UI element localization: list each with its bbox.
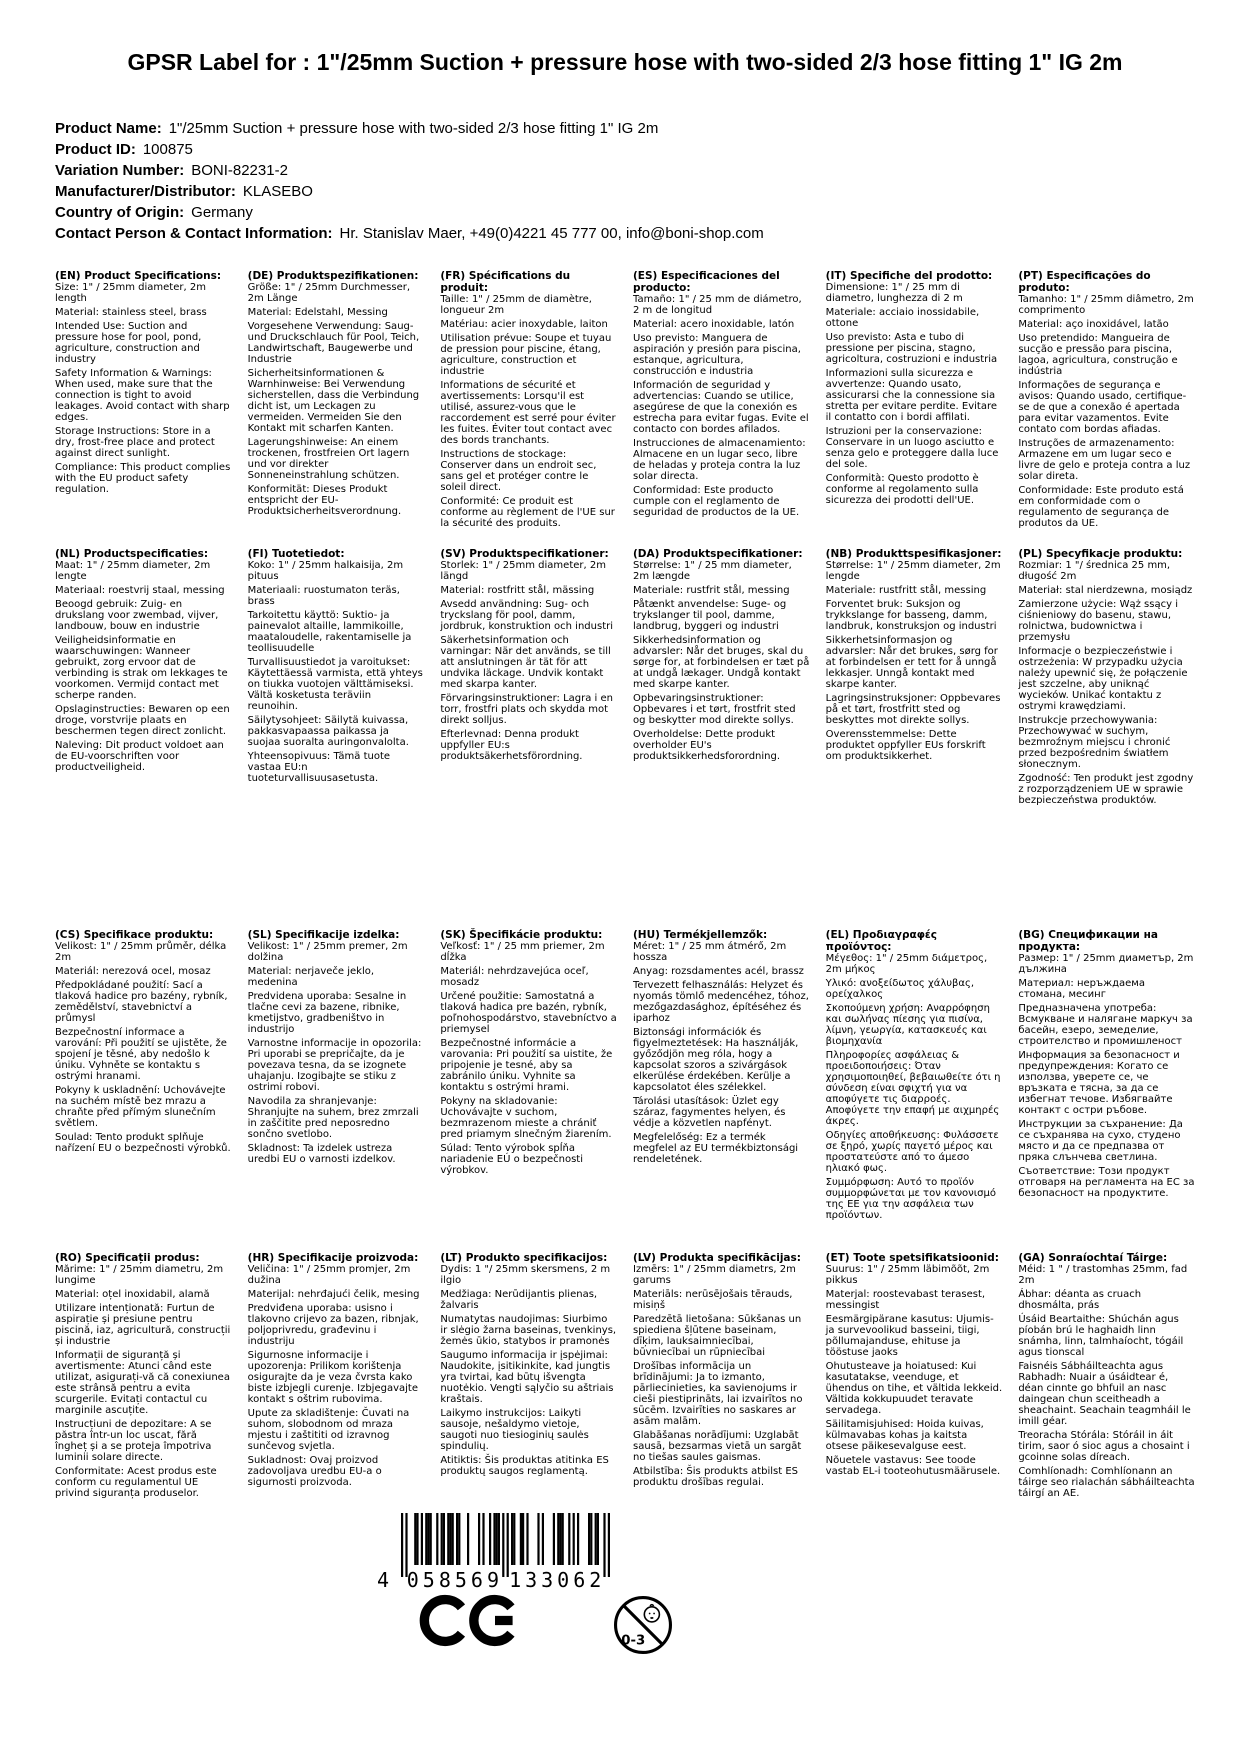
lang-paragraph: Säkerhetsinformation och varningar: När det används, se till att anslutningen är tät för att undvika läckage. Undvik kontakt med skarpa kanter.	[440, 635, 611, 691]
lang-header-sl: (SL) Specifikacije izdelka:	[247, 929, 400, 942]
product-info-value: 1"/25mm Suction + pressure hose with two-sided 2/3 hose fitting 1" IG 2m	[168, 120, 659, 138]
lang-paragraph: Pokyny na skladovanie: Uchovávajte v suchom, bezmrazenom mieste a chrániť pred priamym slnečným žiarením.	[440, 1096, 612, 1141]
lang-paragraph: Sikkerhedsinformation og advarsler: Når det bruges, skal du sørge for, at forbindelsen er tæt på at undgå lækager. Undgå kontakt med skarpe kanter.	[633, 635, 810, 691]
lang-paragraph: Påtænkt anvendelse: Suge- og trykslanger til pool, damme, landbrug, byggeri og industri	[633, 599, 787, 633]
lang-paragraph: Lagerungshinweise: An einem trockenen, frostfreien Ort lagern und vor direkter Sonneneinstrahlung schützen.	[247, 437, 410, 482]
lang-paragraph: Conformità: Questo prodotto è conforme al regolamento sulla sicurezza dei prodotti dell'UE.	[825, 473, 979, 507]
lang-paragraph: Instruções de armazenamento: Armazene em um lugar seco e livre de gelo e proteja contra a luz solar direta.	[1018, 438, 1191, 483]
product-info-row	[55, 223, 1195, 244]
lang-paragraph: Yhteensopivuus: Tämä tuote vastaa EU:n tuoteturvallisuusasetusta.	[247, 751, 391, 785]
compliance-marks-row	[418, 1593, 1195, 1657]
lang-paragraph: Materijal: nehrđajući čelik, mesing	[247, 1289, 420, 1301]
lang-paragraph: Material: oțel inoxidabil, alamă	[55, 1289, 210, 1301]
lang-paragraph: Veličina: 1" / 25mm promjer, 2m dužina	[247, 1264, 411, 1287]
lang-paragraph: Instrucțiuni de depozitare: A se păstra într-un loc uscat, fără îngheț și a se proteja împotriva luminii solare directe.	[55, 1419, 212, 1464]
product-info-row	[55, 181, 1195, 202]
lang-paragraph: Storlek: 1" / 25mm diameter, 2m längd	[440, 560, 606, 583]
lang-block-es	[633, 270, 810, 548]
lang-paragraph: Πληροφορίες ασφάλειας & προειδοποιήσεις: Όταν χρησιμοποιηθεί, βεβαιωθείτε ότι η σύνδεση είναι σφιχτή για να αποφύγετε τις διαρροές. Αποφύγετε την επαφή με αιχμηρές άκρες.	[825, 1050, 1001, 1128]
barcode	[373, 1513, 1195, 1591]
lang-block-lv	[633, 1252, 810, 1499]
lang-paragraph: Informacje o bezpieczeństwie i ostrzeżenia: W przypadku użycia należy upewnić się, że połączenie jest szczelne, aby uniknąć wycieków. Unikać kontaktu z ostrymi krawędziami.	[1018, 646, 1188, 713]
lang-paragraph: Velikost: 1" / 25mm průměr, délka 2m	[55, 941, 227, 964]
product-info-row	[55, 118, 1195, 139]
lang-paragraph: Maat: 1" / 25mm diameter, 2m lengte	[55, 560, 211, 583]
lang-paragraph: Overholdelse: Dette produkt overholder EU's produktsikkerhedsforordning.	[633, 729, 781, 763]
lang-paragraph: Navodila za shranjevanje: Shranjujte na suhem, brez zmrzali in zaščitite pred neposredno sončno svetlobo.	[247, 1096, 419, 1141]
lang-paragraph: Säilitamisjuhised: Hoida kuivas, külmavabas kohas ja kaitsta otsese päikesevalguse eest.	[825, 1419, 984, 1453]
ean13-barcode-icon	[373, 1513, 613, 1591]
lang-block-it	[826, 270, 1003, 548]
lang-paragraph: Materiale: rustfrit stål, messing	[633, 585, 790, 597]
lang-paragraph: Material: acero inoxidable, latón	[633, 319, 795, 331]
lang-paragraph: Sikkerhetsinformasjon og advarsler: Når det brukes, sørg for at forbindelsen er tett for å unngå lekkasjer. Unngå kontakt med skarpe kanter.	[825, 635, 998, 691]
lang-paragraph: Predviđena uporaba: usisno i tlakovno crijevo za bazen, ribnjak, poljoprivredu, građevinu i industriju	[247, 1303, 419, 1348]
lang-header-el: (EL) Προδιαγραφές προϊόντος:	[825, 929, 937, 954]
lang-paragraph: Size: 1" / 25mm diameter, 2m length	[55, 282, 206, 305]
lang-paragraph: Izmērs: 1" / 25mm diametrs, 2m garums	[633, 1264, 796, 1287]
lang-paragraph: Material: Edelstahl, Messing	[247, 307, 388, 319]
lang-paragraph: Sukladnost: Ovaj proizvod zadovoljava uredbu EU-a o sigurnosti proizvoda.	[247, 1455, 382, 1489]
lang-paragraph: Sigurnosne informacije i upozorenja: Prilikom korištenja osigurajte da je veza čvrsta kako biste izbjegli curenje. Izbjegavajte kontakt s oštrim rubovima.	[247, 1350, 418, 1406]
product-info-value: 100875	[142, 141, 193, 159]
lang-paragraph: Uso pretendido: Mangueira de sucção e pressão para piscina, lagoa, agricultura, construção e indústria	[1018, 333, 1178, 378]
lang-paragraph: Dimensione: 1" / 25 mm di diametro, lunghezza di 2 m	[825, 282, 963, 305]
lang-paragraph: Medžiaga: Nerūdijantis plienas, žalvaris	[440, 1289, 598, 1312]
lang-block-et	[826, 1252, 1003, 1499]
lang-block-sv	[440, 548, 617, 929]
lang-paragraph: Numatytas naudojimas: Siurbimo ir slėgio žarna baseinas, tvenkinys, žemės ūkio, statybos ir pramonės	[440, 1314, 617, 1348]
lang-paragraph: Utilisation prévue: Soupe et tuyau de pression pour piscine, étang, agriculture, construction et industrie	[440, 333, 612, 378]
lang-paragraph: Drošības informācija un brīdinājumi: Ja to izmanto, pārliecinieties, ka savienojums ir cieši piestiprināts, lai izvairītos no sūcēm. Izvairīties no saskares ar asām malām.	[633, 1361, 803, 1428]
lang-header-en: (EN) Product Specifications:	[55, 270, 222, 283]
lang-header-sv: (SV) Produktspecifikationer:	[440, 548, 609, 561]
lang-paragraph: Información de seguridad y advertencias: Cuando se utilice, asegúrese de que la conexión es estrecha para evitar fugas. Evite el contacto con bordes afilados.	[633, 380, 809, 436]
lang-header-es: (ES) Especificaciones del producto:	[633, 270, 780, 295]
lang-paragraph: Tervezett felhasználás: Helyzet és nyomás tömlő medencéhez, tóhoz, mezőgazdasághoz, építéséhez és iparhoz	[633, 980, 809, 1025]
lang-paragraph: Zgodność: Ten produkt jest zgodny z rozporządzeniem UE w sprawie bezpieczeństwa produktów.	[1018, 773, 1194, 807]
lang-paragraph: Předpokládané použití: Sací a tlaková hadice pro bazény, rybník, zemědělství, stavebnictví a průmysl	[55, 980, 228, 1025]
lang-block-en	[55, 270, 232, 548]
lang-paragraph: Treoracha Stórála: Stóráil in áit tirim, saor ó sioc agus a chosaint i gcoinne solas díreach.	[1018, 1430, 1190, 1464]
lang-paragraph: Istruzioni per la conservazione: Conservare in un luogo asciutto e senza gelo e proteggere dalla luce del sole.	[825, 426, 999, 471]
lang-block-el	[826, 929, 1003, 1252]
lang-block-ro	[55, 1252, 232, 1499]
lang-paragraph: Mărime: 1" / 25mm diametru, 2m lungime	[55, 1264, 224, 1287]
lang-paragraph: Veiligheidsinformatie en waarschuwingen: Wanneer gebruikt, zorg ervoor dat de verbinding is strak om lekkages te voorkomen. Vermijd contact met scherpe randen.	[55, 635, 228, 702]
label-footer	[55, 1513, 1195, 1657]
product-info-value: Hr. Stanislav Maer, +49(0)4221 45 777 00, info@boni-shop.com	[339, 225, 764, 243]
lang-paragraph: Úsáid Beartaithe: Shúchán agus píobán brú le haghaidh linn snámha, linn, talmhaíocht, tógáil agus tionscal	[1018, 1314, 1184, 1359]
lang-paragraph: Material: aço inoxidável, latão	[1018, 319, 1169, 331]
lang-paragraph: Størrelse: 1" / 25mm diameter, 2m lengde	[825, 560, 1001, 583]
lang-paragraph: Conformidade: Este produto está em conformidade com o regulamento de segurança de produtos da UE.	[1018, 485, 1184, 530]
lang-paragraph: Taille: 1" / 25mm de diamètre, longueur 2m	[440, 294, 592, 317]
product-info-row	[55, 202, 1195, 223]
lang-paragraph: Lagringsinstruksjoner: Oppbevares på et tørt, frostfritt sted og beskyttes mot direkte sollys.	[825, 693, 1001, 727]
lang-header-it: (IT) Specifiche del prodotto:	[825, 270, 993, 283]
product-info-label: Variation Number:	[55, 162, 185, 180]
lang-paragraph: Säilytysohjeet: Säilytä kuivassa, pakkasvapaassa paikassa ja suojaa suoralta auringonvalolta.	[247, 715, 409, 749]
lang-paragraph: Conformitate: Acest produs este conform cu regulamentul UE privind siguranța produselor.	[55, 1466, 217, 1500]
lang-paragraph: Overensstemmelse: Dette produktet oppfyller EUs forskrift om produktsikkerhet.	[825, 729, 986, 763]
lang-paragraph: Megfelelőség: Ez a termék megfelel az EU termékbiztonsági rendeletének.	[633, 1132, 799, 1166]
lang-paragraph: Konformität: Dieses Produkt entspricht der EU-Produktsicherheitsverordnung.	[247, 484, 402, 518]
lang-block-sl	[248, 929, 425, 1252]
lang-paragraph: Инструкции за съхранение: Да се съхранява на сухо, студено място и да се предпазва от пряка слънчева светлина.	[1018, 1119, 1183, 1164]
lang-paragraph: Soulad: Tento produkt splňuje nařízení EU o bezpečnosti výrobků.	[55, 1132, 231, 1155]
lang-paragraph: Predvidena uporaba: Sesalne in tlačne cevi za bazene, ribnike, kmetijstvo, gradbeništvo in industrijo	[247, 991, 407, 1036]
lang-paragraph: Tamaño: 1" / 25 mm de diámetro, 2 m de longitud	[633, 294, 802, 317]
lang-paragraph: Informações de segurança e avisos: Quando usado, certifique-se de que a conexão é apertada para evitar vazamentos. Evite contato com bordas afiadas.	[1018, 380, 1187, 436]
lang-paragraph: Naleving: Dit product voldoet aan de EU-voorschriften voor productveiligheid.	[55, 740, 224, 774]
product-info-label: Manufacturer/Distributor:	[55, 183, 236, 201]
lang-paragraph: Materiał: stal nierdzewna, mosiądz	[1018, 585, 1193, 597]
lang-paragraph: Tárolási utasítások: Üzlet egy száraz, fagymentes helyen, és védje a közvetlen napfényt.	[633, 1096, 786, 1130]
product-info-value: BONI-82231-2	[191, 162, 288, 180]
lang-header-cs: (CS) Specifikace produktu:	[55, 929, 214, 942]
lang-paragraph: Materiāls: nerūsējošais tērauds, misiņš	[633, 1289, 793, 1312]
lang-paragraph: Rozmiar: 1 "/ średnica 25 mm, długość 2m	[1018, 560, 1171, 583]
barcode-digits-right: 133062	[509, 1568, 606, 1592]
lang-header-da: (DA) Produktspecifikationer:	[633, 548, 803, 561]
lang-paragraph: Faisnéis Sábháilteachta agus Rabhadh: Nuair a úsáidtear é, déan cinnte go bhfuil an nasc daingean chun sceitheadh a sheachaint. Seachain teagmháil le imill géar.	[1018, 1361, 1191, 1428]
lang-paragraph: Avsedd användning: Sug- och tryckslang för pool, damm, jordbruk, konstruktion och industri	[440, 599, 614, 633]
language-specifications-grid	[55, 270, 1195, 1499]
lang-paragraph: Skladnost: Ta izdelek ustreza uredbi EU o varnosti izdelkov.	[247, 1143, 396, 1166]
product-info-row	[55, 160, 1195, 181]
lang-header-hu: (HU) Termékjellemzők:	[633, 929, 768, 942]
lang-paragraph: Vorgesehene Verwendung: Saug- und Druckschlauch für Pool, Teich, Landwirtschaft, Baugewerbe und Industrie	[247, 321, 420, 366]
lang-header-pl: (PL) Specyfikacje produktu:	[1018, 548, 1183, 561]
lang-header-fr: (FR) Spécifications du produit:	[440, 270, 571, 295]
barcode-digit-first: 4	[376, 1568, 394, 1592]
lang-paragraph: Matériau: acier inoxydable, laiton	[440, 319, 608, 331]
lang-paragraph: Atbilstība: Šis produkts atbilst ES produktu drošības regulai.	[633, 1466, 799, 1489]
lang-paragraph: Laikymo instrukcijos: Laikyti sausoje, nešaldymo vietoje, saugoti nuo tiesioginių saulės spindulių.	[440, 1408, 589, 1453]
lang-paragraph: Uso previsto: Manguera de aspiración y presión para piscina, estanque, agricultura, construcción e industria	[633, 333, 801, 378]
lang-paragraph: Eesmärgipärane kasutus: Ujumis- ja survevoolikud basseini, tiigi, põllumajanduse, ehituse ja tööstuse jaoks	[825, 1314, 994, 1359]
lang-header-et: (ET) Toote spetsifikatsioonid:	[825, 1252, 999, 1265]
lang-paragraph: Bezpečnostné informácie a varovania: Pri použití sa uistite, že pripojenie je tesné, aby sa zabránilo úniku. Vyhnite sa kontaktu s ostrými hrami.	[440, 1038, 613, 1094]
lang-paragraph: Conformité: Ce produit est conforme au règlement de l'UE sur la sécurité des produits.	[440, 496, 615, 530]
lang-block-pt	[1018, 270, 1195, 548]
lang-paragraph: Materiál: nerezová ocel, mosaz	[55, 966, 211, 978]
lang-paragraph: Conformidad: Este producto cumple con el reglamento de seguridad de productos de la UE.	[633, 485, 800, 519]
lang-header-fi: (FI) Tuotetiedot:	[247, 548, 345, 561]
product-info-row	[55, 139, 1195, 160]
product-info-value: KLASEBO	[242, 183, 313, 201]
lang-block-da	[633, 548, 810, 929]
lang-block-de	[248, 270, 425, 548]
lang-paragraph: Размер: 1" / 25mm диаметър, 2m дължина	[1018, 953, 1194, 976]
lang-paragraph: Ábhar: déanta as cruach dhosmálta, prás	[1018, 1289, 1142, 1312]
lang-paragraph: Informații de siguranță și avertismente: Atunci când este utilizat, asigurați-vă că conexiunea este strânsă pentru a evita scurgerile. Evitați contactul cu marginile ascuțite.	[55, 1350, 230, 1417]
lang-paragraph: Súlad: Tento výrobok spĺňa nariadenie EÚ o bezpečnosti výrobkov.	[440, 1143, 583, 1177]
lang-paragraph: Nõuetele vastavus: See toode vastab EL-i tooteohutusmäärusele.	[825, 1455, 1001, 1478]
lang-paragraph: Anyag: rozsdamentes acél, brassz	[633, 966, 804, 978]
lang-paragraph: Suurus: 1" / 25mm läbimõõt, 2m pikkus	[825, 1264, 990, 1287]
lang-block-sk	[440, 929, 617, 1252]
lang-paragraph: Veľkosť: 1" / 25 mm priemer, 2m dĺžka	[440, 941, 605, 964]
lang-block-cs	[55, 929, 232, 1252]
lang-paragraph: Efterlevnad: Denna produkt uppfyller EU:s produktsäkerhetsförordning.	[440, 729, 583, 763]
lang-paragraph: Glabāšanas norādījumi: Uzglabāt sausā, bezsarmas vietā un sargāt no tiešas saules gaismas.	[633, 1430, 802, 1464]
lang-paragraph: Informazioni sulla sicurezza e avvertenze: Quando usato, assicurarsi che la connessione sia stretta per evitare perdite. Evitare il contatto con i bordi affilati.	[825, 368, 997, 424]
lang-paragraph: Größe: 1" / 25mm Durchmesser, 2m Länge	[247, 282, 411, 305]
lang-paragraph: Информация за безопасност и предупреждения: Когато се използва, уверете се, че връзката е тясна, за да се избегнат течове. Избягвайте контакт с остри ръбове.	[1018, 1050, 1180, 1117]
lang-block-pl	[1018, 548, 1195, 929]
lang-paragraph: Dydis: 1 "/ 25mm skersmens, 2 m ilgio	[440, 1264, 611, 1287]
lang-header-lv: (LV) Produkta specifikācijas:	[633, 1252, 801, 1265]
lang-paragraph: Turvallisuustiedot ja varoitukset: Käytettäessä varmista, että yhteys on tiukka vuotojen välttämiseksi. Vältä kosketusta teräviin reunoihin.	[247, 657, 423, 713]
lang-paragraph: Υλικό: ανοξείδωτος χάλυβας, ορείχαλκος	[825, 978, 975, 1001]
lang-paragraph: Velikost: 1" / 25mm premer, 2m dolžina	[247, 941, 408, 964]
product-info-label: Country of Origin:	[55, 204, 185, 222]
lang-header-sk: (SK) Špecifikácie produktu:	[440, 929, 603, 942]
lang-paragraph: Οδηγίες αποθήκευσης: Φυλάσσετε σε ξηρό, χωρίς παγετό μέρος και προστατεύστε από το άμεσο ηλιακό φως.	[825, 1130, 999, 1175]
lang-paragraph: Ohutusteave ja hoiatused: Kui kasutatakse, veenduge, et ühendus on tihe, et vältida lekkeid. Vältida kokkupuudet teravate servadega.	[825, 1361, 1003, 1417]
lang-block-nb	[826, 548, 1003, 929]
lang-paragraph: Opbevaringsinstruktioner: Opbevares i et tørt, frostfrit sted og beskytter mod direkte sollys.	[633, 693, 796, 727]
lang-paragraph: Biztonsági információk és figyelmeztetések: Ha használják, győződjön meg róla, hogy a kapcsolat szoros a szivárgások elkerülése érdekében. Kerülje a kapcsolatot éles szélekkel.	[633, 1027, 799, 1094]
lang-paragraph: Varnostne informacije in opozorila: Pri uporabi se prepričajte, da je povezava tesna, da se izognete uhajanju. Izogibajte se stiku z ostrimi robovi.	[247, 1038, 422, 1094]
lang-paragraph: Koko: 1" / 25mm halkaisija, 2m pituus	[247, 560, 404, 583]
lang-block-fr	[440, 270, 617, 548]
age-warning-label: 0-3	[621, 1633, 646, 1649]
lang-paragraph: Saugumo informacija ir įspėjimai: Naudokite, įsitikinkite, kad jungtis yra tvirtai, kad būtų išvengta nuotėkio. Vengti sąlyčio su aštriais kraštais.	[440, 1350, 614, 1406]
ce-mark-icon	[418, 1593, 528, 1648]
lang-paragraph: Uso previsto: Asta e tubo di pressione per piscina, stagno, agricoltura, costruzioni e industria	[825, 332, 998, 366]
lang-paragraph: Sicherheitsinformationen & Warnhinweise: Bei Verwendung sicherstellen, dass die Verbindung dicht ist, um Leckagen zu vermeiden. Vermeiden Sie den Kontakt mit scharfen Kanten.	[247, 368, 420, 435]
lang-paragraph: Upute za skladištenje: Čuvati na suhom, slobodnom od mraza mjestu i zaštititi od izravnog sunčevog svjetla.	[247, 1408, 410, 1453]
product-info-label: Product Name:	[55, 120, 162, 138]
lang-paragraph: Zamierzone użycie: Wąż ssący i ciśnieniowy do basenu, stawu, rolnictwa, budownictwa i przemysłu	[1018, 599, 1178, 644]
lang-header-de: (DE) Produktspezifikationen:	[247, 270, 419, 283]
product-info-section	[55, 118, 1195, 244]
lang-paragraph: Pokyny k uskladnění: Uchovávejte na suchém místě bez mrazu a chraňte před přímým slunečním světlem.	[55, 1085, 226, 1130]
product-info-label: Contact Person & Contact Information:	[55, 225, 333, 243]
lang-header-nl: (NL) Productspecificaties:	[55, 548, 209, 561]
lang-paragraph: Opslaginstructies: Bewaren op een droge, vorstvrije plaats en beschermen tegen direct zonlicht.	[55, 704, 230, 738]
lang-paragraph: Tarkoitettu käyttö: Suktio- ja painevalot altaille, lammikoille, maataloudelle, rakentamiselle ja teollisuudelle	[247, 610, 412, 655]
lang-paragraph: Určené použitie: Samostatná a tlaková hadica pre bazén, rybník, poľnohospodárstvo, stavebníctvo a priemysel	[440, 991, 617, 1036]
lang-paragraph: Comhlíonadh: Comhlíonann an táirge seo rialachán sábháilteachta táirgí an AE.	[1018, 1466, 1195, 1500]
lang-header-ga: (GA) Sonraíochtaí Táirge:	[1018, 1252, 1168, 1265]
lang-paragraph: Safety Information & Warnings: When used, make sure that the connection is tight to avoid leakages. Avoid contact with sharp edges.	[55, 368, 230, 424]
lang-paragraph: Предназначена употреба: Всмукване и налягане маркуч за басейн, езеро, земеделие, строителство и промишленост	[1018, 1003, 1193, 1048]
barcode-digits-left: 058569	[406, 1568, 504, 1592]
lang-paragraph: Instrukcje przechowywania: Przechowywać w suchym, bezmroźnym miejscu i chronić przed bezpośrednim światłem słonecznym.	[1018, 715, 1171, 771]
lang-paragraph: Materiál: nehrdzavejúca oceľ, mosadz	[440, 966, 589, 989]
lang-paragraph: Informations de sécurité et avertissements: Lorsqu'il est utilisé, assurez-vous que le raccordement est serré pour éviter les fuites. Éviter tout contact avec des bords tranchants.	[440, 380, 616, 447]
lang-paragraph: Materiale: rustfritt stål, messing	[825, 585, 987, 597]
lang-block-hu	[633, 929, 810, 1252]
lang-paragraph: Størrelse: 1" / 25 mm diameter, 2m længde	[633, 560, 792, 583]
lang-paragraph: Materiaali: ruostumaton teräs, brass	[247, 585, 400, 608]
lang-paragraph: Bezpečnostní informace a varování: Při použití se ujistěte, že spojení je těsné, aby nedošlo k úniku. Vyhněte se kontaktu s ostrými hranami.	[55, 1027, 227, 1083]
lang-header-lt: (LT) Produkto specifikacijos:	[440, 1252, 608, 1265]
lang-paragraph: Materiaal: roestvrij staal, messing	[55, 585, 225, 597]
lang-header-bg: (BG) Спецификации на продукта:	[1018, 929, 1158, 954]
lang-paragraph: Material: nerjaveče jeklo, medenina	[247, 966, 375, 989]
lang-header-nb: (NB) Produkttspesifikasjoner:	[825, 548, 1002, 561]
lang-paragraph: Material: rostfritt stål, mässing	[440, 585, 595, 597]
lang-paragraph: Beoogd gebruik: Zuig- en drukslang voor zwembad, vijver, landbouw, bouw en industrie	[55, 599, 219, 633]
lang-paragraph: Material: stainless steel, brass	[55, 307, 207, 319]
lang-paragraph: Méret: 1" / 25 mm átmérő, 2m hossza	[633, 941, 787, 964]
lang-paragraph: Materiale: acciaio inossidabile, ottone	[825, 307, 980, 330]
lang-header-ro: (RO) Specificații produs:	[55, 1252, 200, 1265]
lang-header-pt: (PT) Especificações do produto:	[1018, 270, 1151, 295]
lang-paragraph: Méid: 1 " / trastomhas 25mm, fad 2m	[1018, 1264, 1188, 1287]
lang-paragraph: Instructions de stockage: Conserver dans un endroit sec, sans gel et protéger contre le soleil direct.	[440, 449, 597, 494]
lang-paragraph: Tamanho: 1" / 25mm diâmetro, 2m comprimento	[1018, 294, 1194, 317]
lang-paragraph: Συμμόρφωση: Αυτό το προϊόν συμμορφώνεται με τον κανονισμό της ΕΕ για την ασφάλεια των προϊόντων.	[825, 1177, 996, 1222]
lang-paragraph: Paredzētā lietošana: Sūkšanas un spiediena šļūtene baseinam, dīķim, lauksaimniecībai, būvniecībai un rūpniecībai	[633, 1314, 802, 1359]
lang-paragraph: Forventet bruk: Suksjon og trykkslange for basseng, damm, landbruk, konstruksjon og industri	[825, 599, 997, 633]
lang-header-hr: (HR) Specifikacije proizvoda:	[247, 1252, 419, 1265]
lang-block-bg	[1018, 929, 1195, 1252]
lang-paragraph: Съответствие: Този продукт отговаря на регламента на ЕС за безопасност на продуктите.	[1018, 1166, 1195, 1200]
product-info-value: Germany	[191, 204, 253, 222]
lang-block-hr	[248, 1252, 425, 1499]
lang-block-ga	[1018, 1252, 1195, 1499]
lang-paragraph: Materjal: roostevabast terasest, messingist	[825, 1289, 986, 1312]
lang-block-lt	[440, 1252, 617, 1499]
lang-paragraph: Storage Instructions: Store in a dry, frost-free place and protect against direct sunlight.	[55, 426, 215, 460]
lang-paragraph: Материал: неръждаема стомана, месинг	[1018, 978, 1145, 1001]
lang-paragraph: Μέγεθος: 1" / 25mm διάμετρος, 2m μήκος	[825, 953, 988, 976]
lang-paragraph: Σκοπούμενη χρήση: Αναρρόφηση και σωλήνας πίεσης για πισίνα, λίμνη, γεωργία, κατασκευές και βιομηχανία	[825, 1003, 990, 1048]
lang-block-nl	[55, 548, 232, 929]
age-warning-0-3-icon	[612, 1593, 674, 1657]
lang-paragraph: Instrucciones de almacenamiento: Almacene en un lugar seco, libre de heladas y proteja contra la luz solar directa.	[633, 438, 806, 483]
product-info-label: Product ID:	[55, 141, 136, 159]
page-title: GPSR Label for : 1"/25mm Suction + pressure hose with two-sided 2/3 hose fitting 1" IG 2m	[127, 49, 1123, 75]
lang-paragraph: Atitiktis: Šis produktas atitinka ES produktų saugos reglamentą.	[440, 1455, 609, 1478]
lang-paragraph: Utilizare intenționată: Furtun de aspirație și presiune pentru piscină, iaz, agricultură, construcții și industrie	[55, 1303, 231, 1348]
lang-paragraph: Intended Use: Suction and pressure hose for pool, pond, agriculture, construction and industry	[55, 321, 202, 366]
lang-paragraph: Compliance: This product complies with the EU product safety regulation.	[55, 462, 231, 496]
lang-paragraph: Förvaringsinstruktioner: Lagra i en torr, frostfri plats och skydda mot direkt solljus.	[440, 693, 613, 727]
lang-block-fi	[248, 548, 425, 929]
